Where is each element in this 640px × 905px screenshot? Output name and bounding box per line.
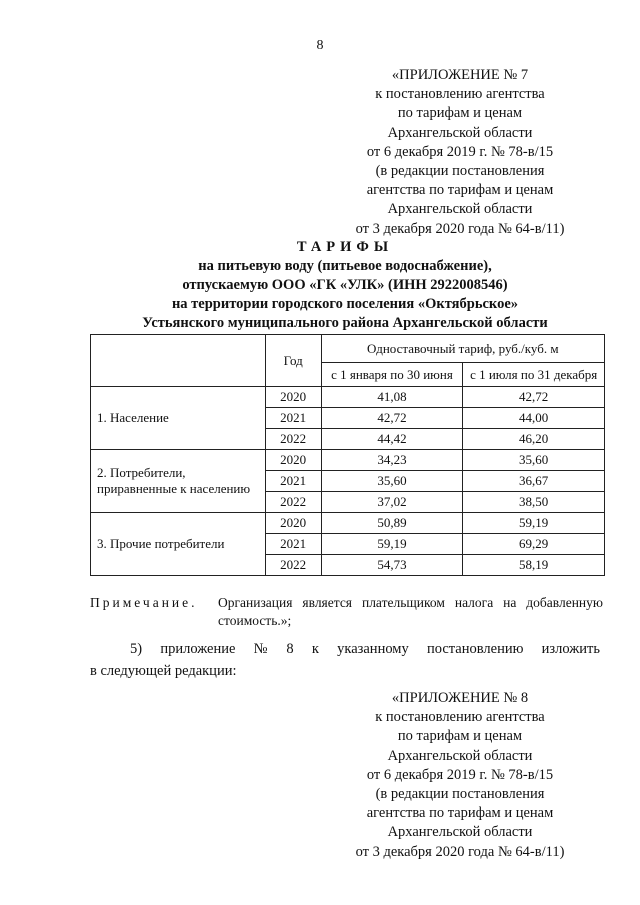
tariff-cell: 35,60 <box>463 450 605 471</box>
tariff-heading <box>80 238 610 333</box>
year-cell: 2022 <box>265 555 321 576</box>
appendix-8-line: «ПРИЛОЖЕНИЕ № 8 <box>391 690 529 706</box>
note-text: Организация является плательщиком налога на добавленную <box>218 595 603 610</box>
tariff-subtitle-line: на питьевую воду (питьевое водоснабжение), <box>198 258 492 274</box>
appendix-7-line: (в редакции постановления <box>375 163 545 180</box>
appendix-8-header <box>340 689 580 862</box>
tariff-cell: 69,29 <box>463 534 605 555</box>
paragraph-line-2: в следующей редакции: <box>90 663 237 679</box>
appendix-7-line: от 6 декабря 2019 г. № 78-в/15 <box>366 143 554 160</box>
appendix-8-line: по тарифам и ценам <box>397 728 523 745</box>
header-year: Год <box>265 335 321 387</box>
header-category-blank <box>91 335 266 387</box>
year-cell: 2021 <box>265 408 321 429</box>
tariff-cell: 41,08 <box>321 387 463 408</box>
tariff-cell: 36,67 <box>463 471 605 492</box>
page-number: 8 <box>316 38 324 53</box>
year-cell: 2020 <box>265 387 321 408</box>
tariff-table <box>90 334 605 576</box>
year-cell: 2020 <box>265 450 321 471</box>
tariff-cell: 46,20 <box>463 429 605 450</box>
appendix-7-line: «ПРИЛОЖЕНИЕ № 7 <box>391 67 529 83</box>
year-cell: 2022 <box>265 492 321 513</box>
table-row <box>91 450 605 471</box>
paragraph-line-1: 5) приложение № 8 к указанному постановлению изложить <box>130 641 600 657</box>
year-cell: 2021 <box>265 471 321 492</box>
tariff-subtitle-line: отпускаемую ООО «ГК «УЛК» (ИНН 2922008546) <box>182 277 508 293</box>
year-cell: 2020 <box>265 513 321 534</box>
appendix-8-line: Архангельской области <box>387 747 533 764</box>
appendix-8-line: Архангельской области <box>387 824 533 841</box>
appendix-8-line: от 3 декабря 2020 года № 64-в/11) <box>355 843 565 860</box>
year-cell: 2022 <box>265 429 321 450</box>
header-period-2: с 1 июля по 31 декабря <box>463 363 605 387</box>
category-cell: 1. Население <box>91 387 266 450</box>
category-line: приравненные к населению <box>97 481 251 496</box>
tariff-cell: 37,02 <box>321 492 463 513</box>
appendix-8-line: (в редакции постановления <box>375 786 545 803</box>
appendix-7-line: к постановлению агентства <box>375 86 545 103</box>
appendix-7-line: Архангельской области <box>387 201 533 218</box>
note-label: Примечание. <box>90 595 198 610</box>
table-row <box>91 387 605 408</box>
tariff-cell: 38,50 <box>463 492 605 513</box>
tariff-cell: 42,72 <box>463 387 605 408</box>
appendix-7-header <box>340 66 580 239</box>
year-cell: 2021 <box>265 534 321 555</box>
tariff-cell: 44,42 <box>321 429 463 450</box>
appendix-7-line: агентства по тарифам и ценам <box>366 182 554 199</box>
tariff-title: ТАРИФЫ <box>296 239 394 255</box>
tariff-subtitle-line: на территории городского поселения «Октябрьское» <box>171 296 519 312</box>
tariff-cell: 50,89 <box>321 513 463 534</box>
header-period-1: с 1 января по 30 июня <box>321 363 463 387</box>
appendix-8-line: агентства по тарифам и ценам <box>366 805 554 822</box>
tariff-cell: 59,19 <box>321 534 463 555</box>
tariff-cell: 59,19 <box>463 513 605 534</box>
tariff-cell: 35,60 <box>321 471 463 492</box>
tariff-cell: 58,19 <box>463 555 605 576</box>
category-line: 2. Потребители, <box>97 465 186 480</box>
table-row <box>91 513 605 534</box>
appendix-7-line: от 3 декабря 2020 года № 64-в/11) <box>355 220 565 237</box>
tariff-cell: 34,23 <box>321 450 463 471</box>
note-text-continued: стоимость.»; <box>218 613 292 628</box>
tariff-subtitle-line: Устьянского муниципального района Архангельской области <box>142 315 548 331</box>
tariff-cell: 54,73 <box>321 555 463 576</box>
tariff-cell: 42,72 <box>321 408 463 429</box>
appendix-7-line: по тарифам и ценам <box>397 105 523 122</box>
header-tariff: Одноставочный тариф, руб./куб. м <box>321 335 604 363</box>
appendix-7-line: Архангельской области <box>387 124 533 141</box>
appendix-8-line: от 6 декабря 2019 г. № 78-в/15 <box>366 766 554 783</box>
tariff-cell: 44,00 <box>463 408 605 429</box>
category-cell: 3. Прочие потребители <box>91 513 266 576</box>
appendix-8-line: к постановлению агентства <box>375 709 545 726</box>
category-cell <box>91 450 266 513</box>
amendment-paragraph <box>90 638 600 682</box>
table-header-row <box>91 335 605 363</box>
